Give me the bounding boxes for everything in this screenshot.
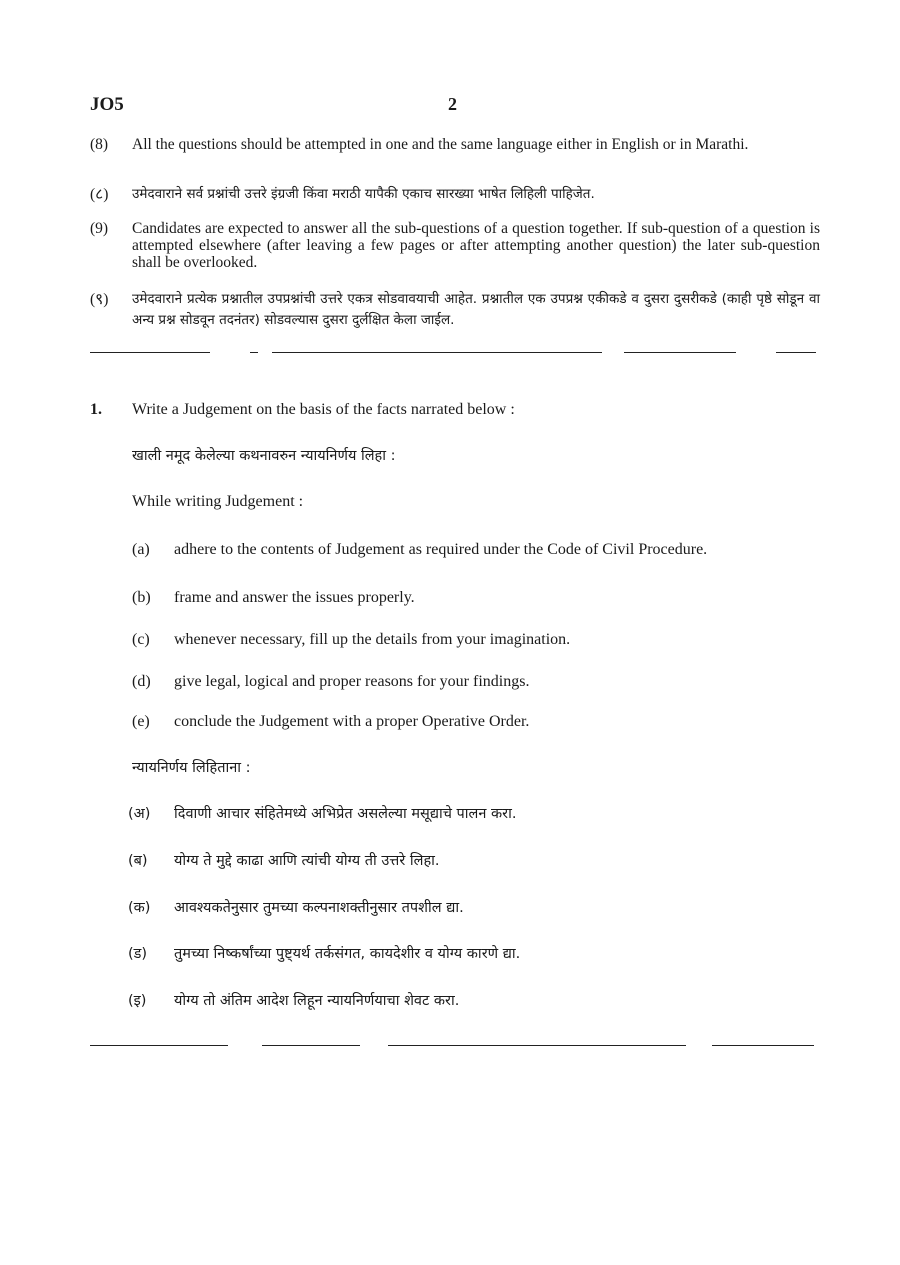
separator-line <box>712 1045 814 1046</box>
item-label: (इ) <box>128 993 147 1009</box>
separator-line <box>624 352 736 353</box>
item-text: adhere to the contents of Judgement as required under the Code of Civil Procedure. <box>174 541 708 558</box>
item-label: (अ) <box>128 806 151 822</box>
item-text: आवश्यकतेनुसार तुमच्या कल्पनाशक्तीनुसार तपशील द्या. <box>174 900 464 916</box>
question-number: 1. <box>90 401 102 418</box>
item-text: frame and answer the issues properly. <box>174 589 415 606</box>
separator-line <box>388 1045 686 1046</box>
page-number: 2 <box>448 94 457 114</box>
item-label: (c) <box>132 631 150 648</box>
item-label: (e) <box>132 713 150 730</box>
item-label: (ब) <box>128 853 148 869</box>
instruction-number: (८) <box>90 186 109 203</box>
instruction-9-mr <box>90 289 820 329</box>
instruction-text: All the questions should be attempted in one and the same language either in English or in Marathi. <box>132 136 749 153</box>
instruction-9-en <box>90 220 820 274</box>
item-label: (d) <box>132 673 151 690</box>
separator-line <box>250 352 258 353</box>
question-prompt-en: Write a Judgement on the basis of the facts narrated below : <box>132 401 515 418</box>
separator-line <box>272 352 602 353</box>
while-writing-mr: न्यायनिर्णय लिहिताना : <box>132 760 251 776</box>
item-text: whenever necessary, fill up the details from your imagination. <box>174 631 571 648</box>
separator-line <box>776 352 816 353</box>
instruction-8-mr <box>90 186 820 206</box>
item-text: योग्य ते मुद्दे काढा आणि त्यांची योग्य ती उत्तरे लिहा. <box>174 853 440 869</box>
separator-line <box>90 352 210 353</box>
separator-line <box>262 1045 360 1046</box>
item-text: दिवाणी आचार संहितेमध्ये अभिप्रेत असलेल्या मसूद्याचे पालन करा. <box>174 806 517 822</box>
item-text: योग्य तो अंतिम आदेश लिहून न्यायनिर्णयाचा शेवट करा. <box>174 993 460 1009</box>
item-text: तुमच्या निष्कर्षांच्या पुष्ट्यर्थ तर्कसंगत, कायदेशीर व योग्य कारणे द्या. <box>174 946 521 962</box>
instruction-text: Candidates are expected to answer all the sub-questions of a question together. If sub-question of a question is attempted elsewhere (after leaving a few pages or after attempting another question) the later sub-question shall be overlooked. <box>132 220 820 271</box>
instruction-number: (९) <box>90 291 109 308</box>
instruction-text: उमेदवाराने सर्व प्रश्नांची उत्तरे इंग्रजी किंवा मराठी यापैकी एकाच सारख्या भाषेत लिहिली पाहिजेत. <box>132 186 595 202</box>
instruction-number: (9) <box>90 220 109 237</box>
item-label: (b) <box>132 589 151 606</box>
instruction-text: उमेदवाराने प्रत्येक प्रश्नातील उपप्रश्नांची उत्तरे एकत्र सोडवावयाची आहेत. प्रश्नातील एक उपप्रश्न एकीकडे व दुसरा दुसरीकडे (काही पृष्ठे सोडून वा अन्य प्रश्न सोडवून तदनंतर) सोडवल्यास दुसरा दुर्लक्षित केला जाईल. <box>132 291 820 328</box>
separator-line <box>90 1045 228 1046</box>
question-prompt-mr: खाली नमूद केलेल्या कथनावरुन न्यायनिर्णय लिहा : <box>132 448 396 464</box>
item-label: (ड) <box>128 946 148 962</box>
paper-code: JO5 <box>90 94 124 115</box>
item-label: (a) <box>132 541 150 558</box>
while-writing-en: While writing Judgement : <box>132 493 304 510</box>
instruction-8-en <box>90 136 820 172</box>
item-text: conclude the Judgement with a proper Operative Order. <box>174 713 530 730</box>
item-text: give legal, logical and proper reasons for your findings. <box>174 673 530 690</box>
instruction-number: (8) <box>90 136 109 153</box>
item-label: (क) <box>128 900 151 916</box>
